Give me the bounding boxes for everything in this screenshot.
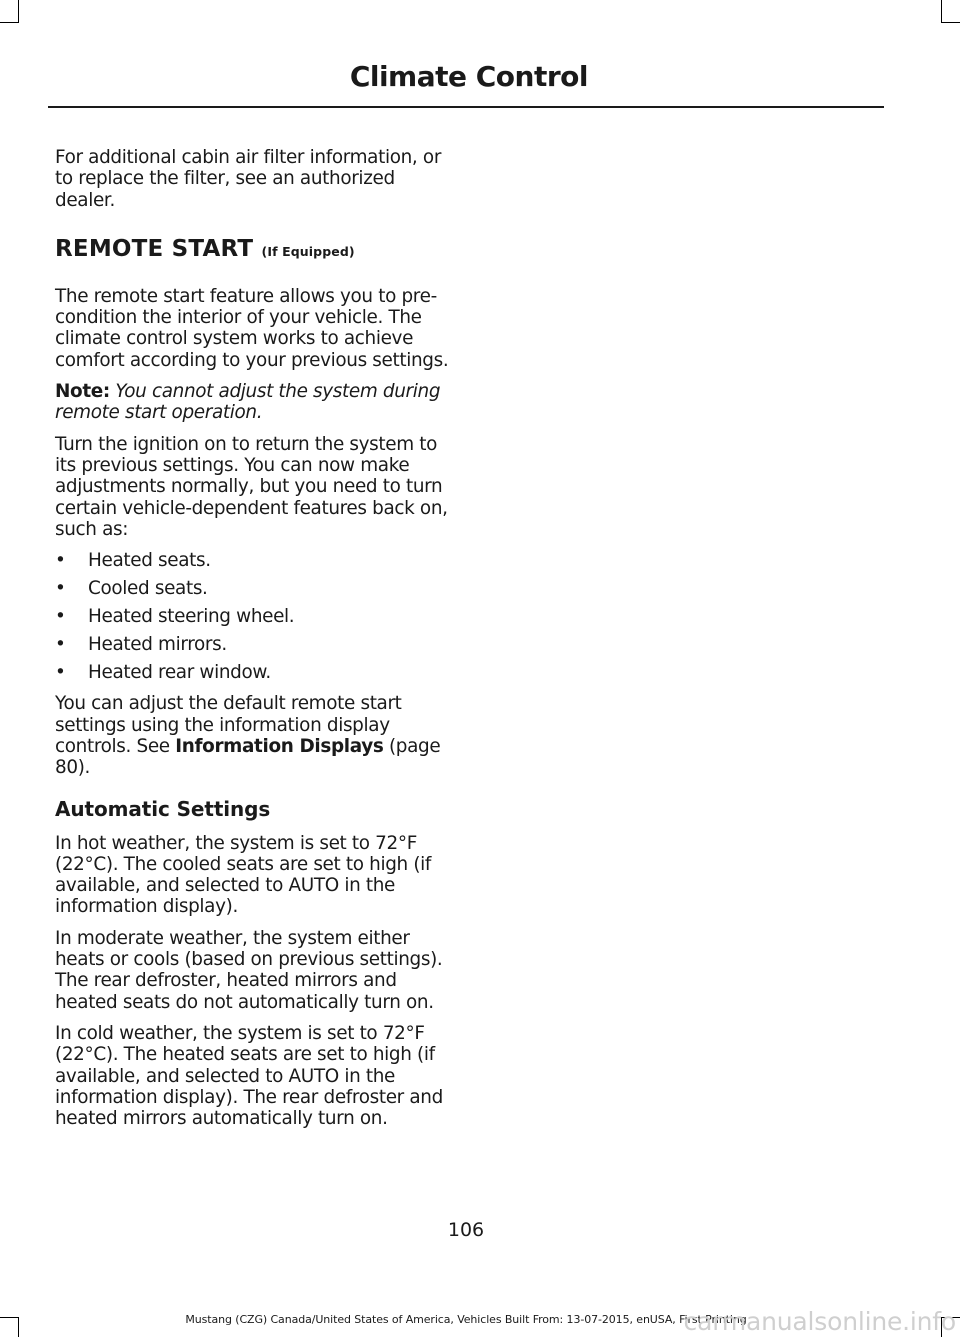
note-paragraph: [55, 381, 451, 424]
watermark: carmanualsonline.info: [683, 1307, 956, 1336]
list-item: [55, 606, 451, 627]
page-number: 106: [447, 1219, 485, 1241]
list-item-text: Heated steering wheel.: [88, 606, 295, 628]
bullet-glyph: •: [55, 634, 66, 656]
remote-start-paragraph: The remote start feature allows you to pre-condition the interior of your vehicle. The climate control system works to achieve comfort according to your previous settings.: [55, 285, 449, 371]
list-item-text: Heated mirrors.: [88, 634, 227, 656]
crop-mark: [941, 22, 960, 23]
text-column: [55, 147, 451, 1139]
paragraph-text: You can adjust the default remote start settings using the information display controls. See: [55, 693, 402, 757]
bullet-glyph: •: [55, 606, 66, 628]
hot-weather-paragraph: In hot weather, the system is set to 72°F (22°C). The cooled seats are set to high (if available, and selected to AUTO in the information display).: [55, 832, 432, 918]
crop-mark: [18, 0, 19, 22]
bullet-glyph: •: [55, 662, 66, 684]
note-text: You cannot adjust the system during remote start operation.: [55, 381, 441, 424]
information-displays-link[interactable]: Information Displays: [175, 735, 384, 757]
heading-text: REMOTE START: [55, 235, 254, 262]
section-title: Climate Control: [349, 60, 588, 93]
list-item-text: Cooled seats.: [88, 578, 208, 600]
cold-weather-paragraph: In cold weather, the system is set to 72°F (22°C). The heated seats are set to high (if available, and selected to AUTO in the information display). The rear defroster and heated mirrors automatically turn on.: [55, 1022, 443, 1130]
if-equipped-tag: (If Equipped): [261, 243, 355, 259]
automatic-settings-heading: Automatic Settings: [55, 796, 271, 821]
list-item: [55, 550, 451, 571]
default-settings-paragraph: [55, 693, 451, 778]
remote-start-heading: [55, 235, 451, 266]
list-item-text: Heated rear window.: [88, 662, 271, 684]
bullet-glyph: •: [55, 578, 66, 600]
crop-mark: [941, 0, 942, 22]
bullet-glyph: •: [55, 550, 66, 572]
list-item-text: Heated seats.: [88, 550, 211, 572]
intro-paragraph: For additional cabin air filter information, or to replace the filter, see an authorized dealer.: [55, 147, 442, 211]
list-item: [55, 662, 451, 683]
note-label: Note:: [55, 381, 110, 403]
feature-list: [55, 550, 451, 683]
list-item: [55, 578, 451, 599]
moderate-weather-paragraph: In moderate weather, the system either heats or cools (based on previous settings). The rear defroster, heated mirrors and heated seats do not automatically turn on.: [55, 927, 443, 1013]
page-reference: (page 80).: [55, 735, 441, 779]
crop-mark: [0, 22, 19, 23]
list-item: [55, 634, 451, 655]
edition-footer: Mustang (CZG) Canada/United States of America, Vehicles Built From: 13-07-2015, enUSA, First Printing: [185, 1313, 747, 1326]
ignition-paragraph: Turn the ignition on to return the system to its previous settings. You can now make adjustments normally, but you need to turn certain vehicle-dependent features back on, such as:: [55, 433, 448, 540]
header-divider: [48, 106, 884, 108]
